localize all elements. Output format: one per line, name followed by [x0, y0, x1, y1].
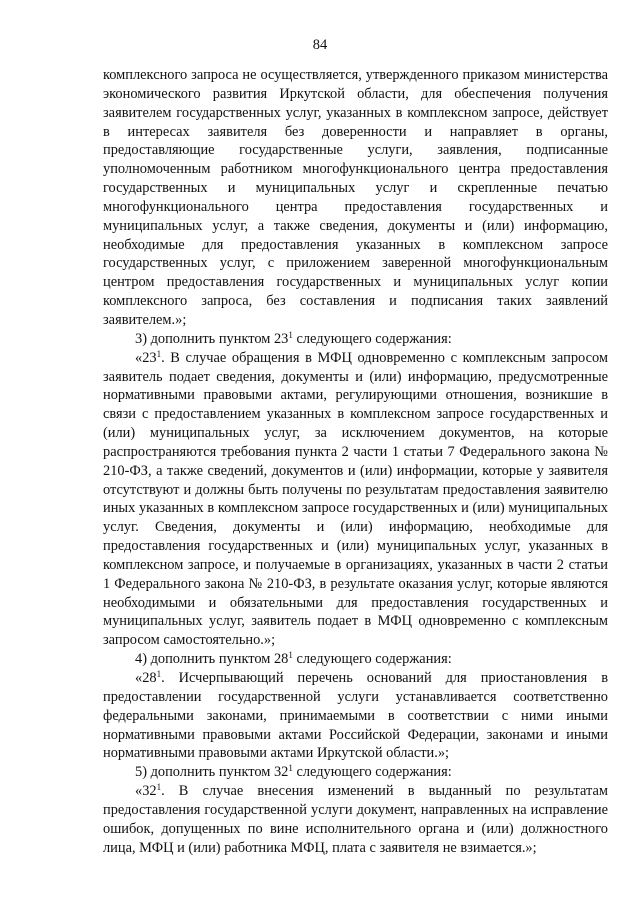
paragraph-text: . В случае обращения в МФЦ одновременно с комплексным запросом заявитель подает сведения, документы и (или) информацию, предусмотренные нормативными правовыми актами, регулирующими отношения, возникшие в связи с предоставлением указанных в комплексном запросе государственных и (или) муниципальных услуг, за исключением документов, на которые распространяются требования пункта 2 части 1 статьи 7 Федерального закона № 210-ФЗ, а также сведений, документов и (или) информации, которые у заявителя отсутствуют и должны быть получены по результатам предоставления заявителю иных указанных в комплексном запросе государственных и (или) муниципальных услуг. Сведения, документы и (или) информацию, необходимые для предоставления государственных и (или) муниципальных услуг, указанных в комплексном запросе, и получаемые в организациях, указанных в части 2 статьи 1 Федерального закона № 210-ФЗ, в результате оказания услуг, которые являются необходимыми и обязательными для предоставления государственных и муниципальных услуг, заявитель подает в МФЦ одновременно с комплексным запросом самостоятельно.»; [103, 349, 608, 649]
paragraph [103, 782, 608, 857]
page-number: 84 [312, 37, 328, 53]
paragraph-text: «32 [135, 783, 157, 800]
paragraph-text: 4) дополнить пунктом 28 [135, 651, 289, 668]
superscript-index: 1 [288, 650, 293, 661]
paragraph-text: «28 [135, 670, 157, 686]
paragraph [103, 330, 608, 349]
paragraph-text: следующего содержания: [292, 651, 452, 668]
superscript-index: 1 [156, 669, 162, 680]
document-body [103, 66, 608, 857]
paragraph-text: «23 [135, 349, 157, 366]
paragraph [103, 669, 608, 763]
paragraph-text: . Исчерпывающий перечень оснований для приостановления в предоставлении государственной услуги устанавливается соответственно федеральными законами, принимаемыми в соответствии с ними иными нормативными правовыми актами Российской Федерации, законами и иными нормативными правовыми актами Иркутской области.»; [103, 670, 608, 762]
paragraph [103, 66, 608, 330]
paragraph [103, 763, 608, 782]
paragraph [103, 650, 608, 669]
paragraph-text: следующего содержания: [292, 330, 452, 347]
paragraph-text: 3) дополнить пунктом 23 [135, 330, 289, 347]
superscript-index: 1 [156, 348, 162, 359]
paragraph-text: следующего содержания: [292, 764, 452, 781]
superscript-index: 1 [288, 763, 293, 774]
paragraph-text: 5) дополнить пунктом 32 [135, 764, 289, 781]
paragraph-text: комплексного запроса не осуществляется, утвержденного приказом министерства экономического развития Иркутской области, для обеспечения получения заявителем государственных услуг, указанных в комплексном запросе, действует в интересах заявителя без доверенности и направляет в органы, предоставляющие государственные услуги, заявления, подписанные уполномоченным работником многофункционального центра предоставления государственных и муниципальных услуг и скрепленные печатью многофункционального центра предоставления государственных и муниципальных услуг, а также сведения, документы и (или) информацию, необходимые для предоставления указанных в комплексном запросе государственных услуг, с приложением заверенной многофункциональным центром предоставления государственных и муниципальных услуг копии комплексного запроса, без составления и подписания таких заявлений заявителем.»; [103, 67, 608, 328]
paragraph-text: . В случае внесения изменений в выданный по результатам предоставления государственной услуги документ, направленных на исправление ошибок, допущенных по вине исполнительного органа и (или) должностного лица, МФЦ и (или) работника МФЦ, плата с заявителя не взимается.»; [103, 783, 608, 856]
paragraph [103, 349, 608, 651]
superscript-index: 1 [156, 782, 162, 793]
superscript-index: 1 [288, 330, 293, 341]
